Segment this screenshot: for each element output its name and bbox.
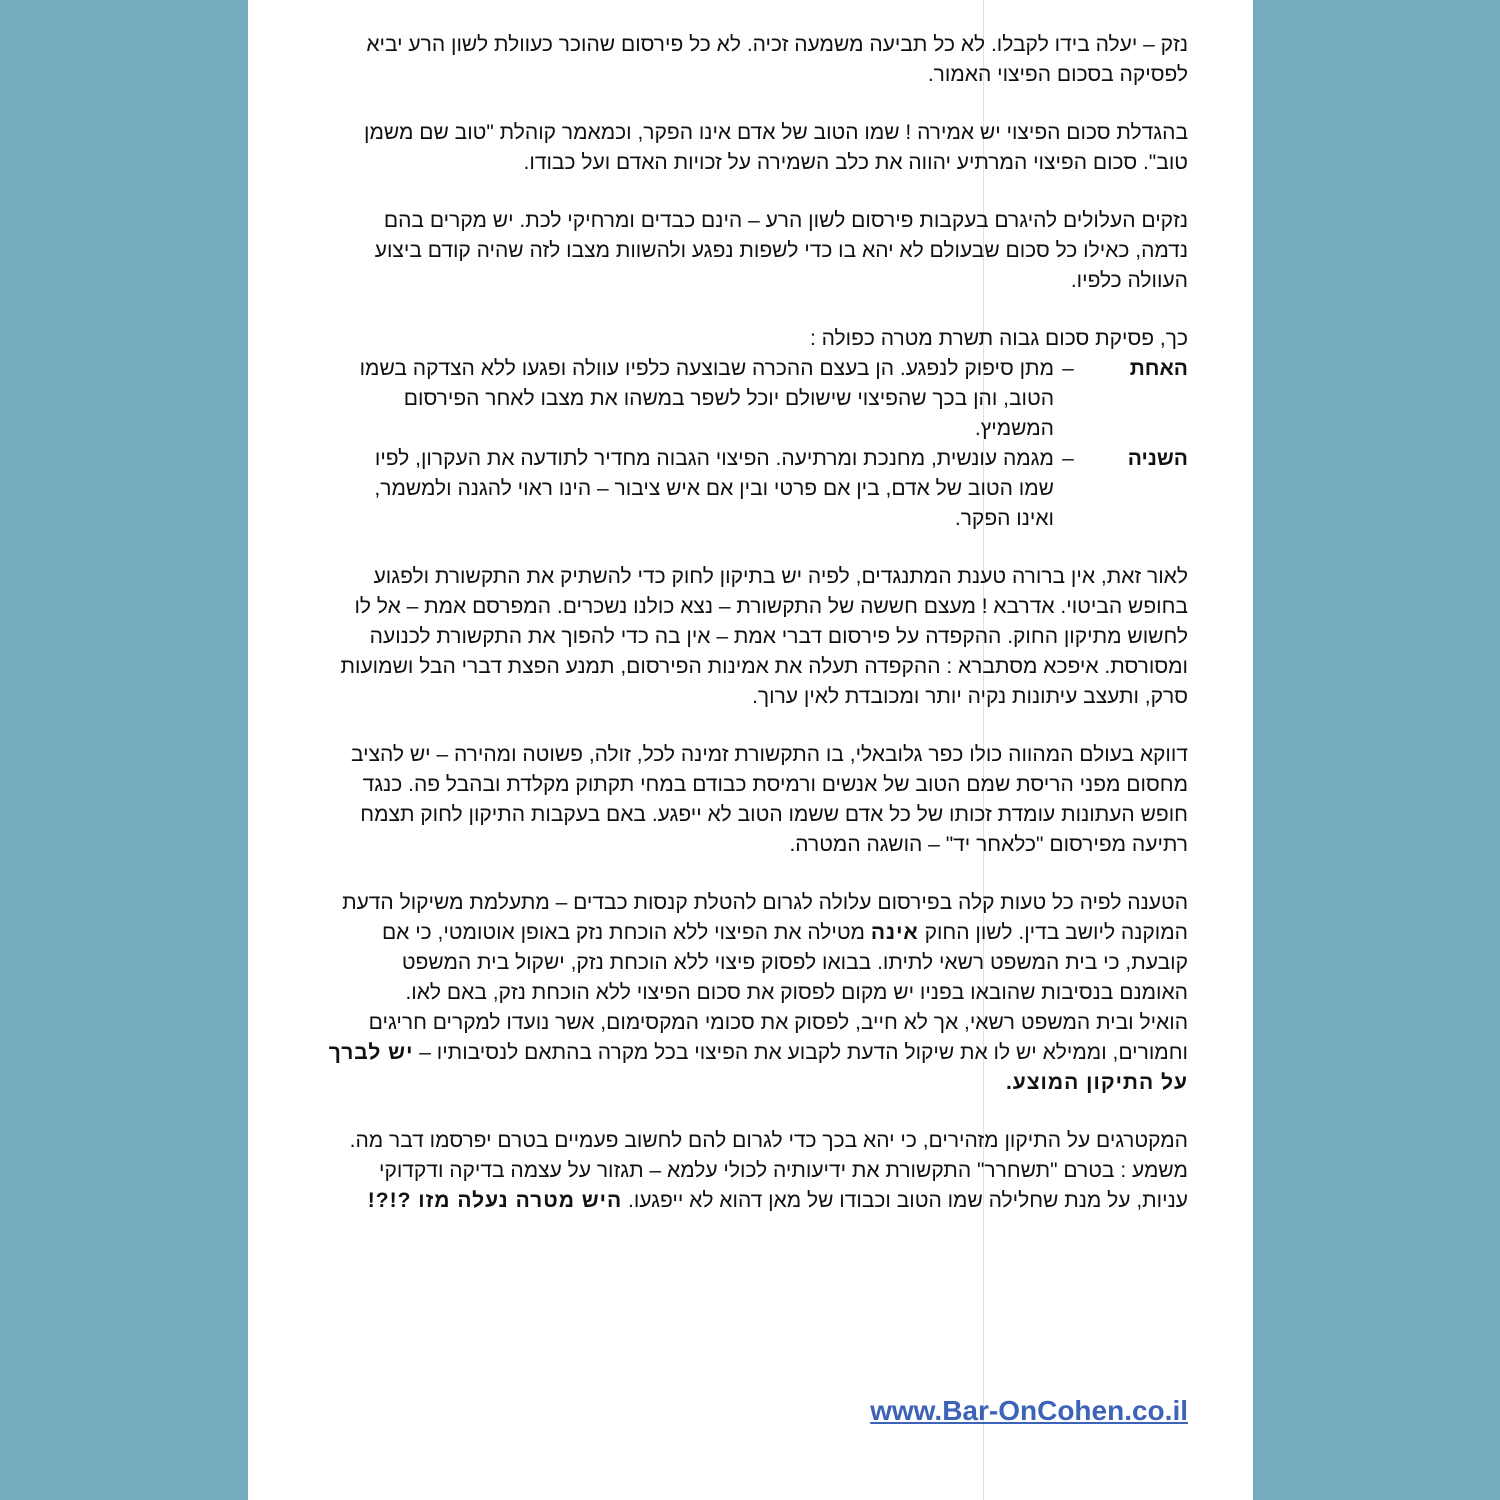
paragraph-7 xyxy=(328,888,1188,1008)
purpose-second-label: השניה xyxy=(1127,447,1188,470)
paragraph-9-emphasis: היש מטרה נעלה מזו ?!?! xyxy=(367,1189,623,1212)
purpose-first-dash: – xyxy=(1062,357,1074,380)
paragraph-8-part-a: הואיל ובית המשפט רשאי, אך לא חייב, לפסוק את סכומי המקסימום, אשר נועדו למקרים חריגים וחמורים, וממילא יש לו את שיקול הדעת לקבוע את הפיצוי בכל מקרה בהתאם לנסיבותיו – xyxy=(368,1011,1188,1064)
paragraph-1: נזק – יעלה בידו לקבלו. לא כל תביעה משמעה זכיה. לא כל פירסום שהוכר כעוולת לשון הרע יביא לפסיקה בסכום הפיצוי האמור. xyxy=(366,33,1188,86)
paragraph-8 xyxy=(328,1008,1188,1098)
paragraph-7-part-a: הטענה לפיה כל טעות קלה בפירסום עלולה לגרום להטלת קנסות כבדים – מתעלמת משיקול הדעת המוקנה ליושב בדין. לשון החוק xyxy=(342,891,1188,944)
website-link[interactable]: www.Bar-OnCohen.co.il xyxy=(870,1395,1188,1426)
purpose-second xyxy=(328,444,1188,534)
paragraph-2: בהגדלת סכום הפיצוי יש אמירה ! שמו הטוב של אדם אינו הפקר, וכמאמר קוהלת "טוב שם משמן טוב". סכום הפיצוי המרתיע יהווה את כלב השמירה על זכויות האדם ועל כבודו. xyxy=(363,121,1188,174)
paragraph-9-part-a: המקטרגים על התיקון מזהירים, כי יהא בכך כדי לגרום להם לחשוב פעמיים בטרם יפרסמו דבר מה. משמע : בטרם "תשחרר" התקשורת את ידיעותיה לכולי עלמא – תגזור על עצמה בדיקה ודקדוקי עניות, על מנת שחלילה שמו הטוב וכבודו של מאן דהוא לא ייפגעו. xyxy=(349,1129,1188,1212)
purpose-first xyxy=(328,354,1188,444)
paragraph-5: לאור זאת, אין ברורה טענת המתנגדים, לפיה יש בתיקון לחוק כדי להשתיק את התקשורת ולפגוע בחופש הביטוי. אדרבא ! מעצם חששה של התקשורת – נצא כולנו נשכרים. המפרסם אמת – אל לו לחשוש מתיקון החוק. ההקפדה על פירסום דברי אמת – אין בה כדי להפוך את התקשורת לכנועה ומסורסת. איפכא מסתברא : ההקפדה תעלה את אמינות הפירסום, תמנע הפצת דברי הבל ושמועות סרק, ותעצב עיתונות נקיה יותר ומכובדת לאין ערוך. xyxy=(340,565,1188,708)
document-body xyxy=(328,30,1188,1216)
purpose-second-dash: – xyxy=(1062,447,1074,470)
paragraph-7-part-b: מטילה את הפיצוי ללא הוכחת נזק באופן אוטומטי, כי אם קובעת, כי בית המשפט רשאי לתיתו. בבואו לפסוק פיצוי ללא הוכחת נזק, ישקול בית המשפט האומנם בנסיבות שהובאו בפניו יש מקום לפסוק את סכום הפיצוי ללא הוכחת נזק, באם לאו. xyxy=(381,921,1188,1004)
paragraph-7-emphasis: אינה xyxy=(870,921,919,944)
purpose-second-text: מגמה עונשית, מחנכת ומרתיעה. הפיצוי הגבוה מחדיר לתודעה את העקרון, לפיו שמו הטוב של אדם, בין אם פרטי ובין אם איש ציבור – הינו ראוי להגנה ולמשמר, ואינו הפקר. xyxy=(374,447,1054,530)
purpose-first-text: מתן סיפוק לנפגע. הן בעצם ההכרה שבוצעה כלפיו עוולה ופגעו ללא הצדקה בשמו הטוב, והן בכך שהפיצוי שישולם יוכל לשפר במשהו את מצבו לאחר הפירסום המשמיץ. xyxy=(359,357,1054,440)
paragraph-9 xyxy=(328,1126,1188,1216)
paragraph-8-emphasis: יש לברך על התיקון המוצע. xyxy=(328,1041,1188,1094)
purpose-first-label: האחת xyxy=(1129,357,1188,380)
paragraph-4: כך, פסיקת סכום גבוה תשרת מטרה כפולה : xyxy=(809,327,1188,350)
paragraph-6: דווקא בעולם המהווה כולו כפר גלובאלי, בו התקשורת זמינה לכל, זולה, פשוטה ומהירה – יש להציב מחסום מפני הריסת שמם הטוב של אנשים ורמיסת כבודם במחי תקתוק מקלדת ובהבל פה. כנגד חופש העתונות עומדת זכותו של כל אדם ששמו הטוב לא ייפגע. באם בעקבות התיקון לחוק תצמח רתיעה מפירסום "כלאחר יד" – הושגה המטרה. xyxy=(350,743,1188,856)
paragraph-3: נזקים העלולים להיגרם בעקבות פירסום לשון הרע – הינם כבדים ומרחיקי לכת. יש מקרים בהם נדמה, כאילו כל סכום שבעולם לא יהא בו כדי לשפות נפגע ולהשוות מצבו לזה שהיה קודם ביצוע העוולה כלפיו. xyxy=(374,209,1188,292)
